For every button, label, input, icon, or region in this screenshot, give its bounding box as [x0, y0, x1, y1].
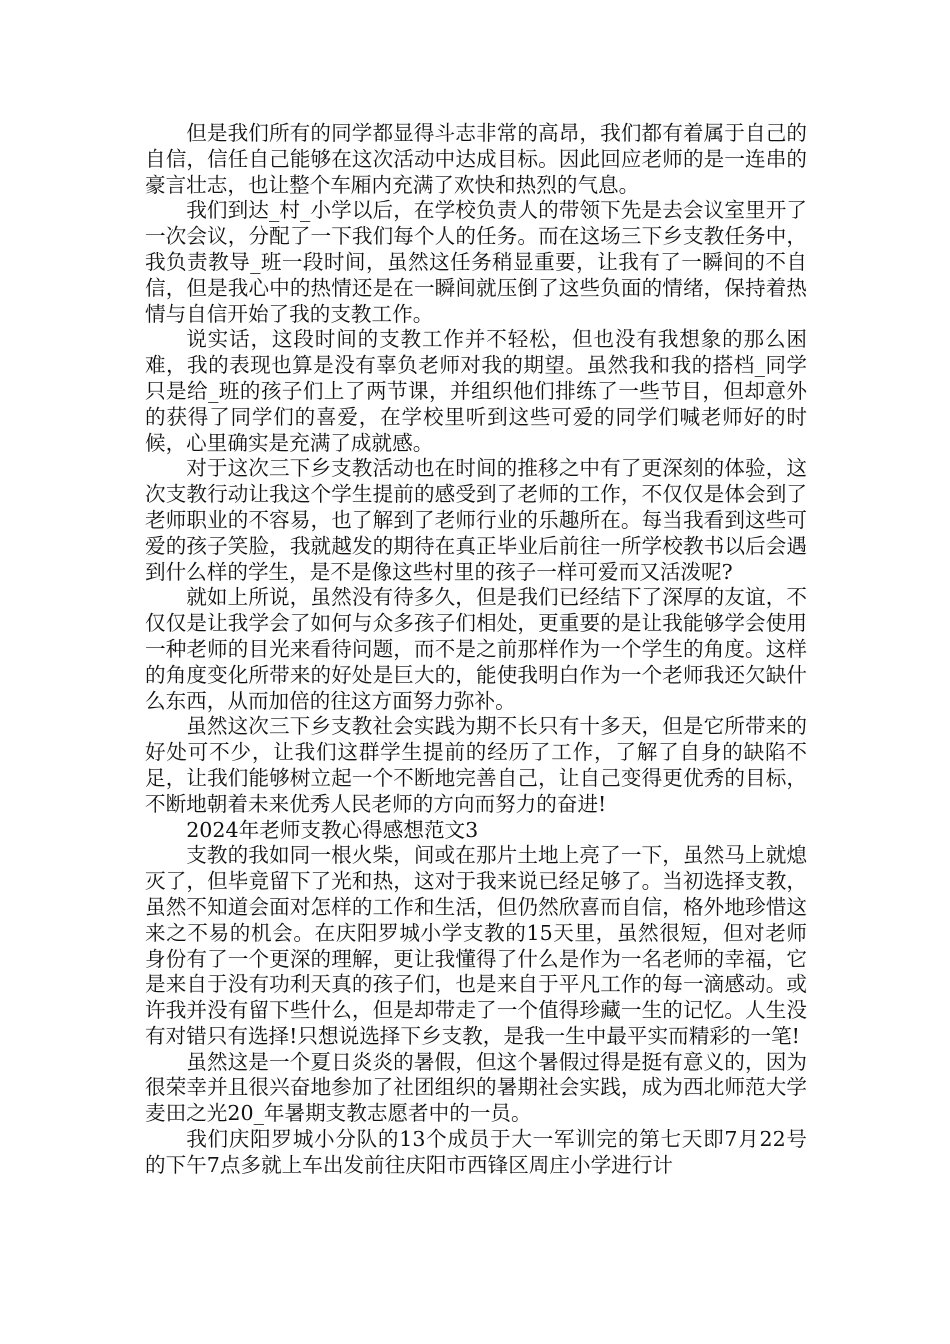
paragraph-5: 就如上所说，虽然没有待多久，但是我们已经结下了深厚的友谊，不仅仅是让我学会了如何与众多孩子们相处，更重要的是让我能够学会使用一种老师的目光来看待问题，而不是之前那样作为一个学生的角度。这样的角度变化所带来的好处是巨大的，能使我明白作为一个老师我还欠缺什么东西，从而加倍的往这方面努力弥补。: [145, 585, 807, 713]
paragraph-1: 但是我们所有的同学都显得斗志非常的高昂，我们都有着属于自己的自信，信任自己能够在这次活动中达成目标。因此回应老师的是一连串的豪言壮志，也让整个车厢内充满了欢快和热烈的气息。: [145, 121, 807, 197]
paragraph-7: 支教的我如同一根火柴，间或在那片土地上亮了一下，虽然马上就熄灭了，但毕竟留下了光和热，这对于我来说已经足够了。当初选择支教，虽然不知道会面对怎样的工作和生活，但仍然欣喜而自信，格外地珍惜这来之不易的机会。在庆阳罗城小学支教的15天里，虽然很短，但对老师身份有了一个更深的理解，更让我懂得了什么是作为一名老师的幸福，它是来自于没有功利天真的孩子们，也是来自于平凡工作的每一滴感动。或许我并没有留下些什么，但是却带走了一个值得珍藏一生的记忆。人生没有对错只有选择!只想说选择下乡支教，是我一生中最平实而精彩的一笔!: [145, 843, 807, 1048]
paragraph-9: 我们庆阳罗城小分队的13个成员于大一军训完的第七天即7月22号的下午7点多就上车出发前往庆阳市西锋区周庄小学进行计: [145, 1127, 807, 1177]
paragraph-4: 对于这次三下乡支教活动也在时间的推移之中有了更深刻的体验，这次支教行动让我这个学生提前的感受到了老师的工作，不仅仅是体会到了老师职业的不容易，也了解到了老师行业的乐趣所在。每当我看到这些可爱的孩子笑脸，我就越发的期待在真正毕业后前往一所学校教书以后会遇到什么样的学生，是不是像这些村里的孩子一样可爱而又活泼呢?: [145, 456, 807, 584]
paragraph-3: 说实话，这段时间的支教工作并不轻松，但也没有我想象的那么困难，我的表现也算是没有辜负老师对我的期望。虽然我和我的搭档_同学只是给_班的孩子们上了两节课，并组织他们排练了一些节目，但却意外的获得了同学们的喜爱，在学校里听到这些可爱的同学们喊老师好的时候，心里确实是充满了成就感。: [145, 327, 807, 455]
section-heading: 2024年老师支教心得感想范文3: [186, 817, 479, 842]
paragraph-2: 我们到达_村_小学以后，在学校负责人的带领下先是去会议室里开了一次会议，分配了一下我们每个人的任务。而在这场三下乡支教任务中，我负责教导_班一段时间，虽然这任务稍显重要，让我有了一瞬间的不自信，但是我心中的热情还是在一瞬间就压倒了这些负面的情绪，保持着热情与自信开始了我的支教工作。: [145, 198, 807, 326]
paragraph-8: 虽然这是一个夏日炎炎的暑假，但这个暑假过得是挺有意义的，因为很荣幸并且很兴奋地参加了社团组织的暑期社会实践，成为西北师范大学麦田之光20_年暑期支教志愿者中的一员。: [145, 1049, 807, 1126]
document-page: [145, 121, 807, 1179]
paragraph-6: 虽然这次三下乡支教社会实践为期不长只有十多天，但是它所带来的好处可不少，让我们这群学生提前的经历了工作，了解了自身的缺陷不足，让我们能够树立起一个不断地完善自己，让自己变得更优秀的目标，不断地朝着未来优秀人民老师的方向而努力的奋进!: [145, 714, 807, 816]
